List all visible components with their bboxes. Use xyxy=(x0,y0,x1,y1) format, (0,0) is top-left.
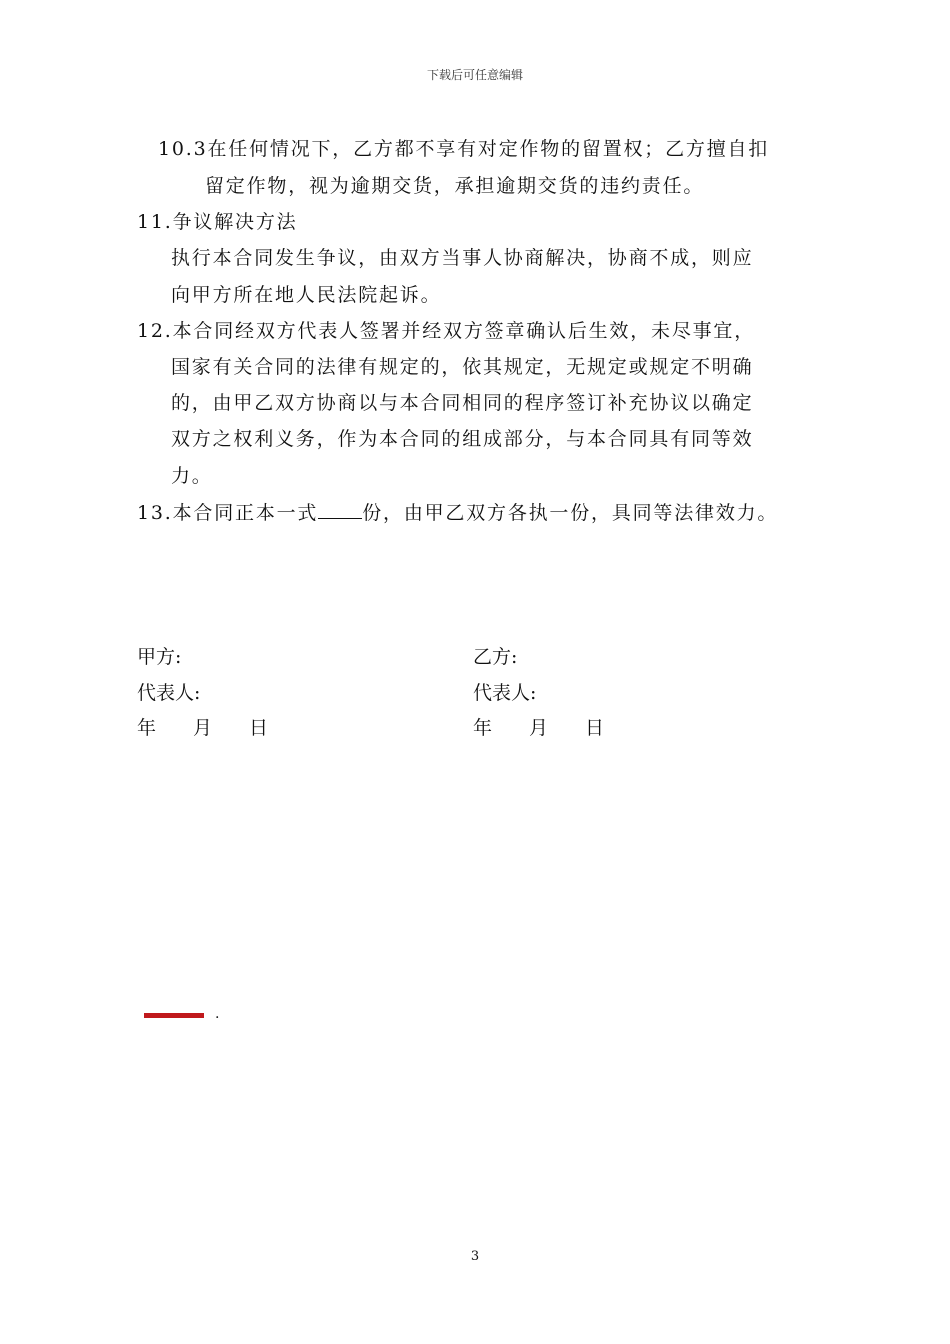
clause-11-line-2: 向甲方所在地人民法院起诉。 xyxy=(171,284,442,306)
clause-10-3-line-1: 10.3在任何情况下，乙方都不享有对定作物的留置权；乙方擅自扣 xyxy=(158,138,770,160)
clause-13-after: 份，由甲乙双方各执一份，具同等法律效力。 xyxy=(362,502,779,524)
clause-12-line-1: 12.本合同经双方代表人签署并经双方签章确认后生效，未尽事宜， xyxy=(137,320,756,342)
clause-13-before: 13.本合同正本一式 xyxy=(137,502,319,524)
date-b-day: 日 xyxy=(585,717,605,739)
page-header: 下载后可任意编辑 xyxy=(426,68,523,82)
date-a-year: 年 xyxy=(137,717,157,739)
copies-blank xyxy=(318,500,362,519)
party-b-label: 乙方: xyxy=(473,646,518,668)
date-a-day: 日 xyxy=(249,717,269,739)
red-decorative-bar xyxy=(144,1013,204,1018)
clause-12-line-5: 力。 xyxy=(171,465,213,487)
clause-10-3-line-2: 留定作物，视为逾期交货，承担逾期交货的违约责任。 xyxy=(205,175,705,197)
clause-12-line-3: 的，由甲乙双方协商以与本合同相同的程序签订补充协议以确定 xyxy=(171,392,754,414)
clause-11-title: 11.争议解决方法 xyxy=(137,211,298,233)
rep-a-label: 代表人: xyxy=(137,682,201,704)
clause-12-line-4: 双方之权利义务，作为本合同的组成部分，与本合同具有同等效 xyxy=(171,428,754,450)
page-number: 3 xyxy=(470,1249,480,1264)
clause-13 xyxy=(137,500,778,525)
date-a-month: 月 xyxy=(193,717,213,739)
date-b xyxy=(473,716,604,740)
party-a-label: 甲方: xyxy=(137,646,182,668)
footer-dot: . xyxy=(215,1006,220,1022)
date-b-month: 月 xyxy=(529,717,549,739)
clause-11-line-1: 执行本合同发生争议，由双方当事人协商解决，协商不成，则应 xyxy=(171,247,754,269)
date-a xyxy=(137,716,268,740)
rep-b-label: 代表人: xyxy=(473,682,537,704)
clause-12-line-2: 国家有关合同的法律有规定的，依其规定，无规定或规定不明确 xyxy=(171,356,754,378)
date-b-year: 年 xyxy=(473,717,493,739)
